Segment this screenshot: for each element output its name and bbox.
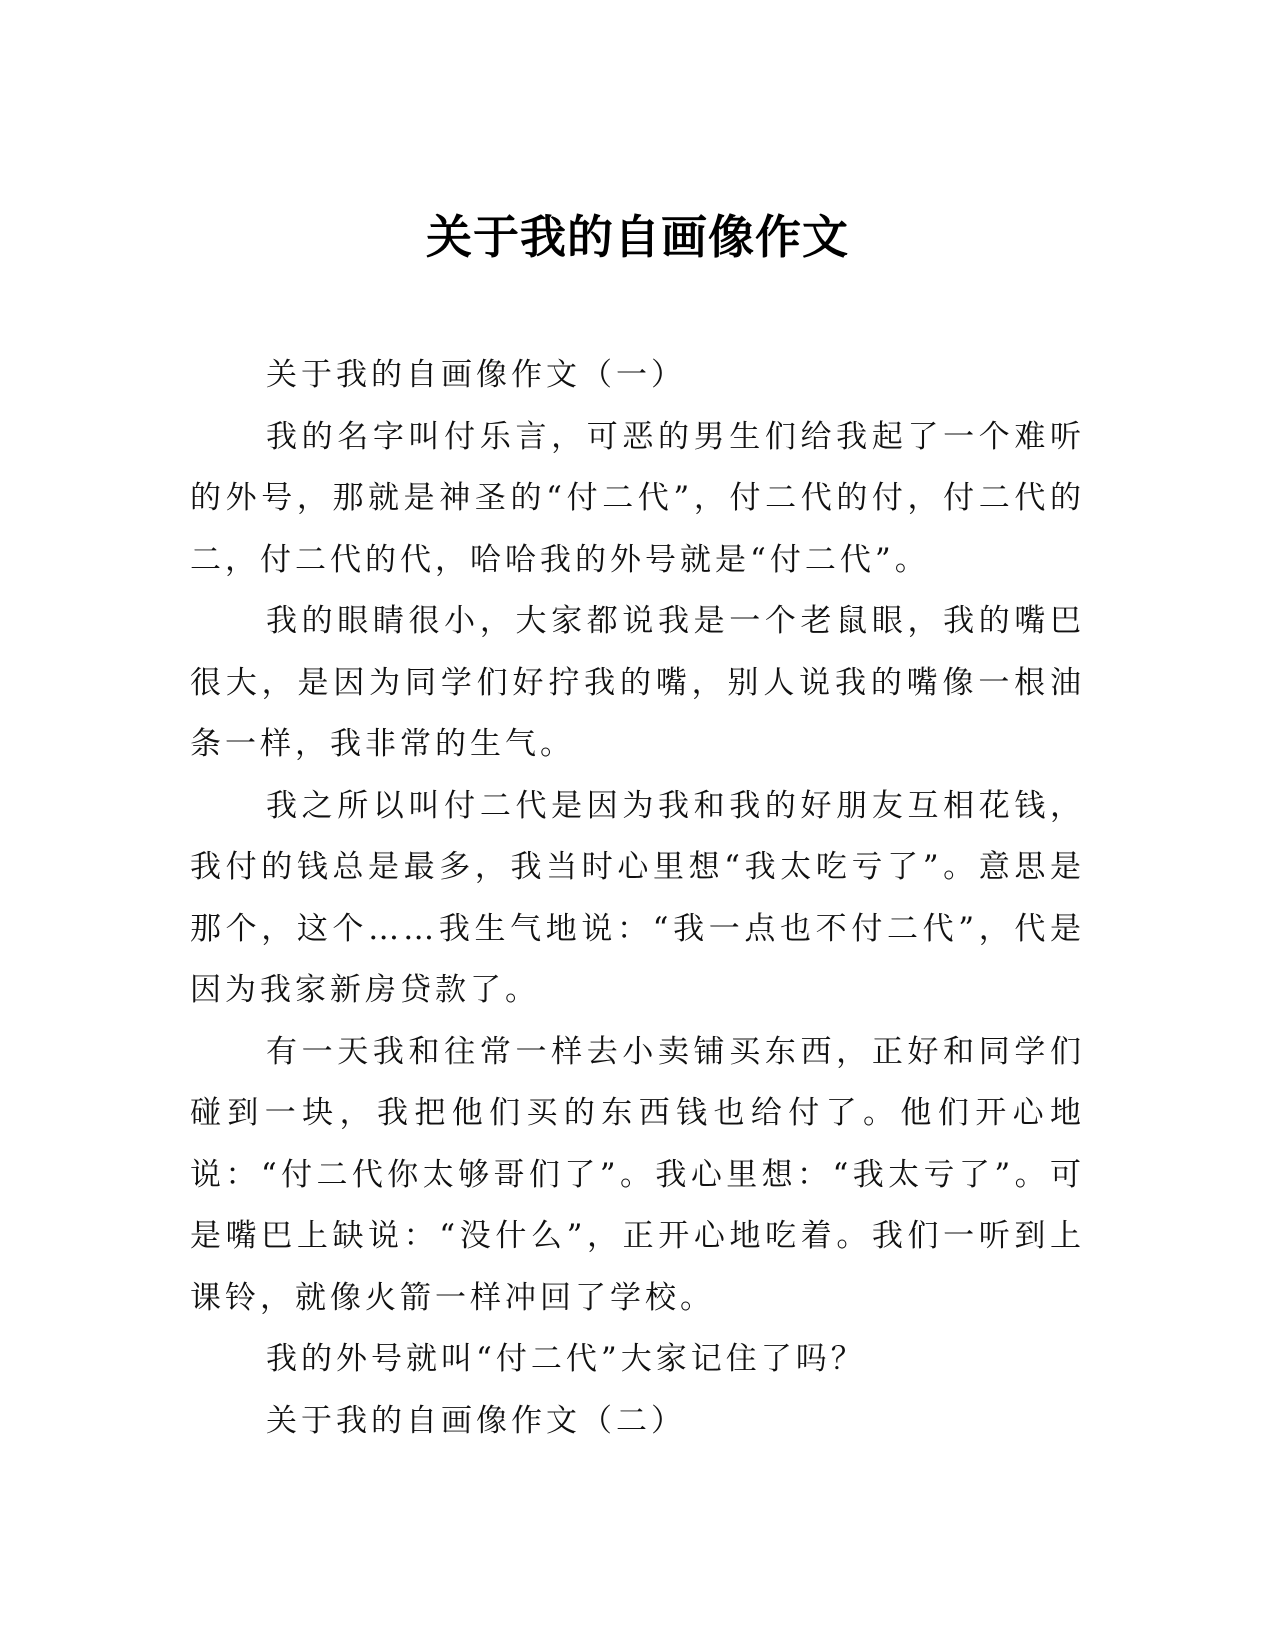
- section-heading-2: 关于我的自画像作文（二）: [266, 1402, 686, 1439]
- document-body: [190, 345, 1085, 1452]
- paragraph: 我之所以叫付二代是因为我和我的好朋友互相花钱，我付的钱总是最多，我当时心里想“我太吃亏了”。意思是那个，这个……我生气地说：“我一点也不付二代”，代是因为我家新房贷款了。: [190, 787, 1085, 1008]
- document-title: 关于我的自画像作文: [426, 210, 849, 264]
- paragraph: 我的眼睛很小，大家都说我是一个老鼠眼，我的嘴巴很大，是因为同学们好拧我的嘴，别人说我的嘴像一根油条一样，我非常的生气。: [190, 603, 1085, 762]
- section-heading-1: 关于我的自画像作文（一）: [266, 357, 686, 393]
- paragraph: 有一天我和往常一样去小卖铺买东西，正好和同学们碰到一块，我把他们买的东西钱也给付了。他们开心地说：“付二代你太够哥们了”。我心里想：“我太亏了”。可是嘴巴上缺说：“没什么”，正开心地吃着。我们一听到上课铃，就像火箭一样冲回了学校。: [190, 1033, 1085, 1316]
- paragraph: 我的名字叫付乐言，可恶的男生们给我起了一个难听的外号，那就是神圣的“付二代”，付二代的付，付二代的二，付二代的代，哈哈我的外号就是“付二代”。: [190, 418, 1085, 578]
- paragraph: 我的外号就叫“付二代”大家记住了吗？: [266, 1341, 866, 1377]
